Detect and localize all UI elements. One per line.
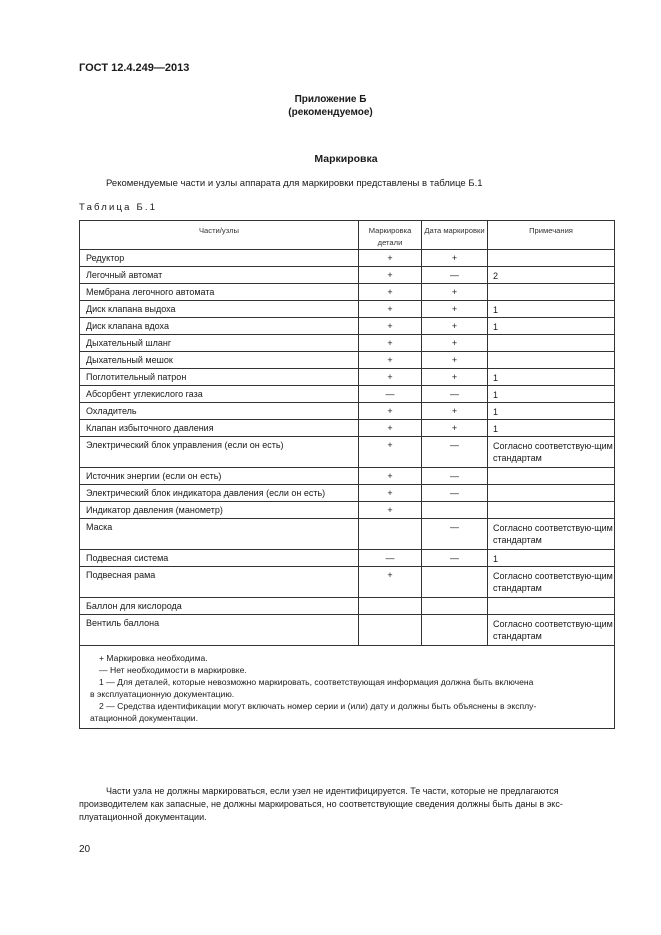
cell-date [422,598,488,615]
cell-part: Мембрана легочного автомата [80,284,359,301]
cell-notes: 1 [488,318,615,335]
cell-notes: Согласно соответствую-щим стандартам [488,437,615,468]
cell-part: Диск клапана выдоха [80,301,359,318]
cell-date: — [422,468,488,485]
cell-date: — [422,437,488,468]
cell-part: Легочный автомат [80,267,359,284]
appendix-subtitle: (рекомендуемое) [288,107,373,118]
cell-date: — [422,485,488,502]
cell-part: Охладитель [80,403,359,420]
cell-notes [488,598,615,615]
table-row [80,502,615,519]
cell-marking: + [359,352,422,369]
cell-date: + [422,369,488,386]
cell-part: Баллон для кислорода [80,598,359,615]
document-code: ГОСТ 12.4.249—2013 [79,62,190,74]
legend-row [80,646,615,729]
cell-date: — [422,550,488,567]
cell-notes [488,485,615,502]
table-row [80,386,615,403]
cell-part: Подвесная система [80,550,359,567]
table-row [80,250,615,267]
cell-notes: 2 [488,267,615,284]
cell-part: Дыхательный мешок [80,352,359,369]
cell-part: Вентиль баллона [80,615,359,646]
table-row [80,519,615,550]
table-row [80,598,615,615]
cell-date [422,502,488,519]
cell-marking: — [359,386,422,403]
table-row [80,437,615,468]
cell-marking: + [359,502,422,519]
cell-date: + [422,335,488,352]
cell-notes [488,502,615,519]
cell-notes: Согласно соответствую-щим стандартам [488,519,615,550]
cell-part: Дыхательный шланг [80,335,359,352]
cell-marking: + [359,250,422,267]
cell-marking: + [359,420,422,437]
cell-date: + [422,352,488,369]
cell-marking: + [359,567,422,598]
legend-line: 2 — Средства идентификации могут включать номер серии и (или) дату и должны быть объяснены в эксплу- [99,701,537,711]
cell-date [422,615,488,646]
cell-marking: + [359,335,422,352]
cell-notes: Согласно соответствую-щим стандартам [488,615,615,646]
table-row [80,615,615,646]
cell-date: + [422,250,488,267]
cell-date: + [422,403,488,420]
table-body [80,250,615,646]
legend-line: — Нет необходимости в маркировке. [99,665,247,675]
cell-notes [488,250,615,267]
cell-notes: 1 [488,403,615,420]
closing-line: плуатационной документации. [79,812,207,822]
cell-part: Подвесная рама [80,567,359,598]
cell-marking: + [359,318,422,335]
cell-marking: + [359,485,422,502]
cell-notes [488,352,615,369]
cell-marking: + [359,468,422,485]
cell-marking: + [359,267,422,284]
cell-part: Источник энергии (если он есть) [80,468,359,485]
legend-line: + Маркировка необходима. [99,653,208,663]
legend-line: атационной документации. [90,713,198,723]
cell-notes [488,284,615,301]
table-row [80,550,615,567]
table-row [80,352,615,369]
table-row [80,318,615,335]
appendix-title: Приложение Б [294,94,367,105]
cell-marking: + [359,437,422,468]
cell-notes: 1 [488,550,615,567]
closing-paragraph [79,785,614,824]
appendix-heading [0,93,661,119]
cell-date: + [422,420,488,437]
page-number: 20 [79,844,91,855]
table-header-row [80,221,615,250]
intro-paragraph: Рекомендуемые части и узлы аппарата для маркировки представлены в таблице Б.1 [106,178,483,189]
cell-part: Поглотительный патрон [80,369,359,386]
cell-marking: + [359,403,422,420]
cell-part: Клапан избыточного давления [80,420,359,437]
column-header-notes: Примечания [488,221,615,250]
cell-notes [488,335,615,352]
cell-date: — [422,267,488,284]
table-row [80,468,615,485]
cell-date: — [422,519,488,550]
cell-notes: 1 [488,369,615,386]
table-row [80,567,615,598]
cell-marking: + [359,301,422,318]
cell-date: + [422,284,488,301]
cell-notes: Согласно соответствую-щим стандартам [488,567,615,598]
cell-marking: + [359,284,422,301]
closing-line: Части узла не должны маркироваться, если узел не идентифицируется. Те части, которые не предлагаются [106,786,559,796]
column-header-marking: Маркировка детали [359,221,422,250]
legend-line: в эксплуатационную документацию. [90,689,235,699]
cell-part: Редуктор [80,250,359,267]
cell-notes: 1 [488,301,615,318]
cell-date: + [422,301,488,318]
cell-part: Индикатор давления (манометр) [80,502,359,519]
cell-date: + [422,318,488,335]
column-header-date: Дата маркировки [422,221,488,250]
cell-part: Диск клапана вдоха [80,318,359,335]
marking-table [79,220,615,729]
cell-marking [359,615,422,646]
table-row [80,301,615,318]
cell-notes: 1 [488,386,615,403]
table-row [80,267,615,284]
closing-line: производителем как запасные, не должны маркироваться, но соответствующие сведения должны быть даны в экс- [79,799,563,809]
table-legend [80,646,615,729]
table-row [80,369,615,386]
table-row [80,485,615,502]
cell-marking: + [359,369,422,386]
cell-marking: — [359,550,422,567]
cell-part: Маска [80,519,359,550]
section-title: Маркировка [314,153,378,165]
table-row [80,420,615,437]
cell-marking [359,598,422,615]
table-row [80,335,615,352]
cell-notes [488,468,615,485]
cell-date: — [422,386,488,403]
table-row [80,403,615,420]
cell-marking [359,519,422,550]
cell-part: Электрический блок управления (если он есть) [80,437,359,468]
cell-date [422,567,488,598]
table-row [80,284,615,301]
table-caption: Таблица Б.1 [79,202,158,213]
cell-part: Абсорбент углекислого газа [80,386,359,403]
cell-part: Электрический блок индикатора давления (если он есть) [80,485,359,502]
column-header-part: Части/узлы [80,221,359,250]
cell-notes: 1 [488,420,615,437]
legend-line: 1 — Для деталей, которые невозможно маркировать, соответствующая информация должна быть включена [99,677,534,687]
